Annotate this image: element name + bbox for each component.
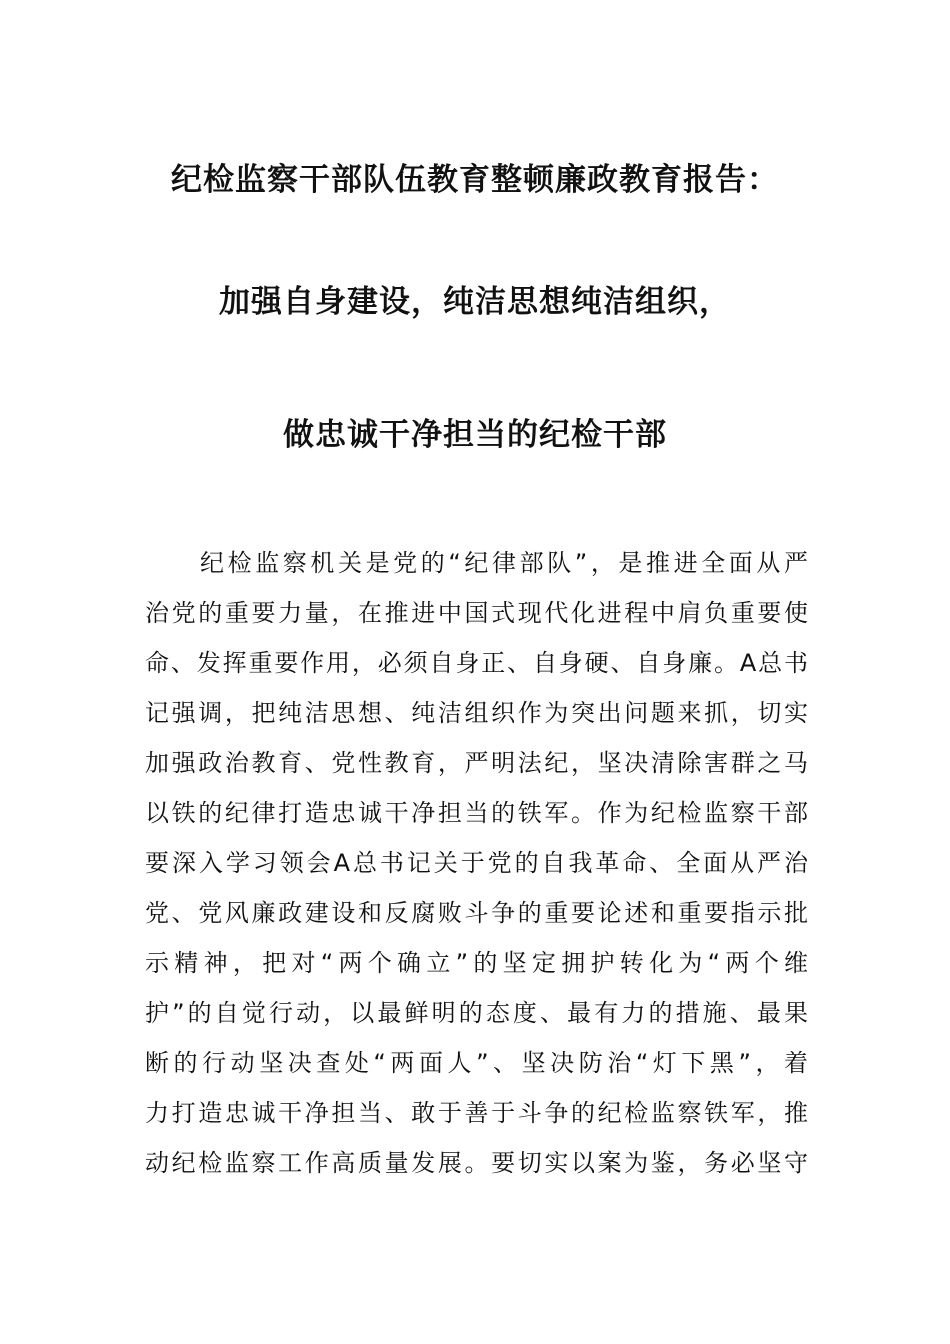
body-line: 加强政治教育、党性教育，严明法纪，坚决清除害群之马: [145, 749, 808, 777]
body-line: 治党的重要力量，在推进中国式现代化进程中肩负重要使: [145, 599, 808, 627]
body-line: 动纪检监察工作高质量发展。要切实以案为鉴，务必坚守: [145, 1149, 808, 1177]
body-line: 要深入学习领会A总书记关于党的自我革命、全面从严治: [145, 849, 808, 877]
body-line: 纪检监察机关是党的“纪律部队”，是推进全面从严: [200, 549, 808, 577]
title-line-2: 加强自身建设，纯洁思想纯洁组织，: [219, 284, 731, 320]
body-paragraph: [145, 543, 808, 1193]
body-line: 示精神，把对“两个确立”的坚定拥护转化为“两个维: [145, 949, 808, 977]
body-line: 护”的自觉行动，以最鲜明的态度、最有力的措施、最果: [145, 999, 808, 1027]
body-line: 力打造忠诚干净担当、敢于善于斗争的纪检监察铁军，推: [145, 1099, 808, 1127]
body-line: 记强调，把纯洁思想、纯洁组织作为突出问题来抓，切实: [145, 699, 808, 727]
body-line: 党、党风廉政建设和反腐败斗争的重要论述和重要指示批: [145, 899, 808, 927]
body-line: 断的行动坚决查处“两面人”、坚决防治“灯下黑”，着: [145, 1049, 808, 1077]
title-line-1: 纪检监察干部队伍教育整顿廉政教育报告：: [171, 162, 779, 198]
body-line: 命、发挥重要作用，必须自身正、自身硬、自身廉。A总书: [145, 649, 808, 677]
body-line: 以铁的纪律打造忠诚干净担当的铁军。作为纪检监察干部: [145, 799, 808, 827]
title-line-3: 做忠诚干净担当的纪检干部: [283, 417, 667, 453]
